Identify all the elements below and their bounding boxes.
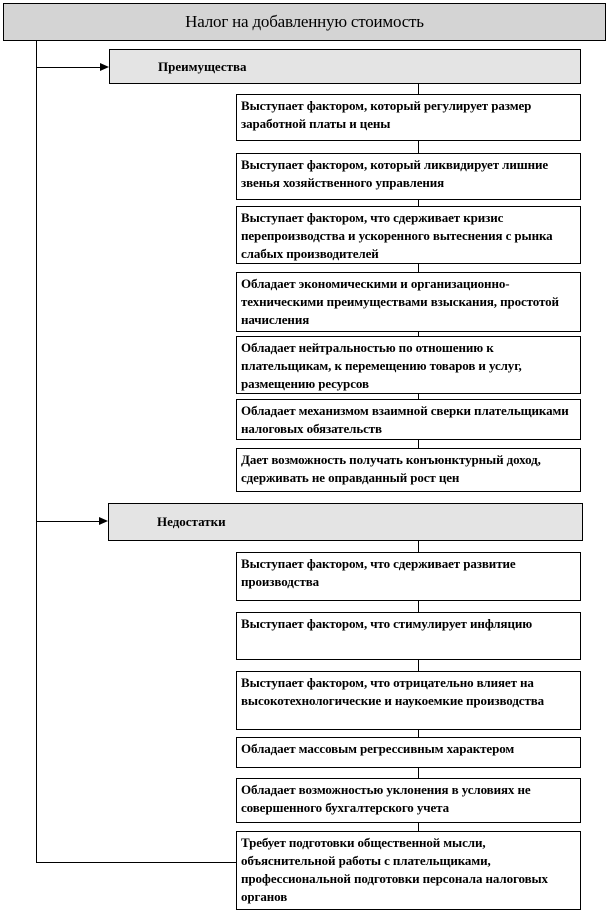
dis-connector [418,660,419,671]
adv-connector [418,141,419,153]
dis-connector [418,730,419,737]
adv-connector [418,264,419,272]
advantage-item: Выступает фактором, что сдерживает кризис перепроизводства и ускоренного вытеснения с рынка слабых производителей [236,206,581,264]
disadvantages-header [108,503,583,541]
disadvantage-item: Обладает массовым регрессивным характером [236,737,581,768]
advantage-item: Выступает фактором, который регулирует размер заработной платы и цены [236,94,581,141]
advantage-item: Выступает фактором, который ликвидирует лишние звенья хозяйственного управления [236,153,581,200]
advantages-header [109,49,581,84]
advantages-arrow-line [36,67,100,68]
disadvantage-item: Требует подготовки общественной мысли, объяснительной работы с плательщиками, профессиональной подготовки персонала налоговых органов [236,831,581,910]
disadvantage-item: Выступает фактором, что сдерживает развитие производства [236,552,581,601]
advantages-label: Преимущества [158,58,247,74]
dis-connector [418,768,419,778]
advantage-item: Обладает экономическими и организационно-техническими преимуществами взыскания, простотой начисления [236,272,581,332]
disadvantage-item: Выступает фактором, что стимулирует инфляцию [236,612,581,660]
advantage-item: Обладает нейтральностью по отношению к плательщикам, к перемещению товаров и услуг, размещению ресурсов [236,336,581,394]
bottom-connector-line [36,862,236,863]
dis-connector [418,541,419,552]
adv-connector [418,440,419,448]
disadvantages-arrow-line [36,521,99,522]
adv-connector [418,84,419,94]
dis-connector [418,601,419,612]
advantages-arrowhead-icon [100,63,109,71]
advantage-item: Дает возможность получать конъюнктурный доход, сдерживать не оправданный рост цен [236,448,581,492]
disadvantage-item: Обладает возможностью уклонения в условиях не совершенного бухгалтерского учета [236,778,581,823]
diagram-title: Налог на добавленную стоимость [3,3,606,41]
disadvantage-item: Выступает фактором, что отрицательно влияет на высокотехнологические и наукоемкие производства [236,671,581,730]
main-connector-line [36,41,37,863]
disadvantages-arrowhead-icon [99,517,108,525]
dis-connector [418,823,419,831]
disadvantages-label: Недостатки [157,514,226,529]
advantage-item: Обладает механизмом взаимной сверки плательщиками налоговых обязательств [236,399,581,440]
